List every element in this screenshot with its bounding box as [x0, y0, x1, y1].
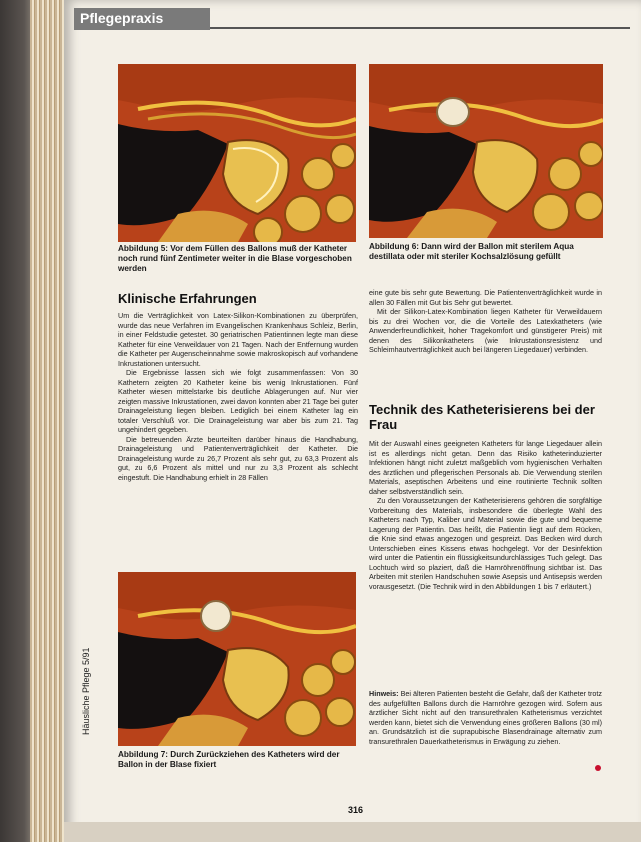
- section-heading-technique: Technik des Katheterisierens bei der Frau: [369, 402, 595, 432]
- paragraph: Mit der Silikon-Latex-Kombination liegen Katheter für Verweildauern bis zu drei Wochen vor, die die Vorteile des Latexkatheters (wie Anwenderfreundlichkeit, hoher Tragekomfort und günstigerer Preis) mit denen des Silikonkatheters (wie Inkrustationsresistenz und Schleimhautverträglichkeit auch bei längeren Liegedauer) verbinden.: [369, 307, 602, 354]
- figure-5-image: [118, 64, 356, 242]
- paragraph: Um die Verträglichkeit von Latex-Silikon-Kombinationen zu überprüfen, wurde das neue Verfahren im Evangelischen Krankenhaus Schleiz, Berlin, in einer Feldstudie getestet. 30 geriatrischen Patientinnen legte man diese Katheter für eine Verweildauer von 21 Tagen. Nach der Entfernung wurden die Katheter per Augenscheinnahme sowie makroskopisch auf vorhandene Inkrustationen untersucht.: [118, 311, 358, 368]
- figure-6-image: [369, 64, 603, 238]
- page-number: 316: [348, 805, 364, 815]
- clinical-text: [118, 311, 358, 557]
- note-body: Bei älteren Patienten besteht die Gefahr, daß der Katheter trotz des aufgefüllten Ballons durch die Harnröhre gezogen wird. Sofern aus ärztlicher Sicht nicht auf den transurethralen Katheterismus verzichtet werden kann, bietet sich die Verwendung eines größeren Ballons (30 ml) an. Grundsätzlich ist die suprapubische Blasendrainage alternativ zum transurethralen Dauerkatheterismus in Erwägung zu ziehen.: [369, 689, 602, 746]
- paragraph: eine gute bis sehr gute Bewertung. Die Patientenverträglichkeit wurde in allen 30 Fällen mit Gut bis Sehr gut bewertet.: [369, 288, 602, 307]
- paragraph: Die betreuenden Ärzte beurteilten darüber hinaus die Handhabung, Drainageleistung und Patientenverträglichkeit der Katheter. Die Drainageleistung wurde zu 26,7 Prozent als sehr gut, zu 63,3 Prozent als gut, zu 6,6 Prozent als mittel und nur zu 3,3 Prozent als schlecht eingestuft. Die Handhabung erhielt in 28 Fällen: [118, 434, 358, 482]
- paragraph: Zu den Voraussetzungen der Katheterisierens gehören die sorgfältige Vorbereitung des Materials, insbesondere die überlegte Wahl des Katheters nach Typ, Kaliber und Material sowie die gute und bequeme Lagerung der Patientin. Das heißt, die Patientin liegt auf dem Rücken, die Knie sind etwas angezogen und gespreizt. Das Becken wird durch Unterschieben eines Kissens etwas hochgelegt. Vor der Desinfektion wird unter die Patientin ein flüssigkeitsundurchlässiges Tuch gelegt. Das Lochtuch wird so plaziert, daß die Harnröhrenöffnung sichtbar ist. Das Arbeiten mit sterilen Handschuhen sowie Asepsis und Antisepsis werden vorausgesetzt. (Die Technik wird in den Abbildungen 1 bis 7 erläutert.): [369, 496, 602, 591]
- journal-label: Häusliche Pflege 5/91: [81, 647, 91, 735]
- section-heading-clinical: Klinische Erfahrungen: [118, 291, 257, 306]
- book-spine: [30, 0, 68, 842]
- paragraph: Die Ergebnisse lassen sich wie folgt zusammenfassen: Von 30 Kathetern zeigten 20 Katheter keine bis wenig Inkrustationen. Fünf Katheter wiesen mittelstarke bis deutliche Ablagerungen auf. Nur vier zeigten massive Inkrustationen, zwei davon konnten aber 21 Tage bei guter Drainageleistung liegen bleiben. Lediglich bei einem Katheter lag ein totaler Verschluß vor. Die Drainageleistung war aber bis zum 21. Tag ungehindert gegeben.: [118, 368, 358, 434]
- section-header: Pflegepraxis: [80, 10, 164, 26]
- paragraph: Mit der Auswahl eines geeigneten Katheters für lange Liegedauer allein ist es allerdings nicht getan. Denn das Risiko katheterinduzierter Infektionen hängt nicht zuletzt maßgeblich vom hygienischen Verhalten des ärztlichen und pflegerischen Personals ab. Die Verwendung sterilen Materials, aseptischen Arbeitens und eine routinierte Technik sollten daher selbstverständlich sein.: [369, 439, 602, 496]
- note-label: Hinweis:: [369, 689, 399, 698]
- page-bottom-edge: [64, 822, 641, 842]
- end-of-article-marker: [595, 765, 601, 771]
- header-rule: [210, 27, 630, 29]
- figure-7-image: [118, 572, 356, 746]
- technique-text: [369, 439, 602, 686]
- note-text: [369, 689, 602, 775]
- figure-5-caption: Abbildung 5: Vor dem Füllen des Ballons muß der Katheter noch rund fünf Zentimeter weiter in die Blase vorgeschoben werden: [118, 244, 352, 273]
- figure-7-caption: Abbildung 7: Durch Zurückziehen des Katheters wird der Ballon in der Blase fixiert: [118, 750, 340, 769]
- clinical-text-continued: [369, 288, 602, 384]
- figure-6-caption: Abbildung 6: Dann wird der Ballon mit sterilem Aqua destillata oder mit steriler Kochsalzlösung gefüllt: [369, 242, 574, 261]
